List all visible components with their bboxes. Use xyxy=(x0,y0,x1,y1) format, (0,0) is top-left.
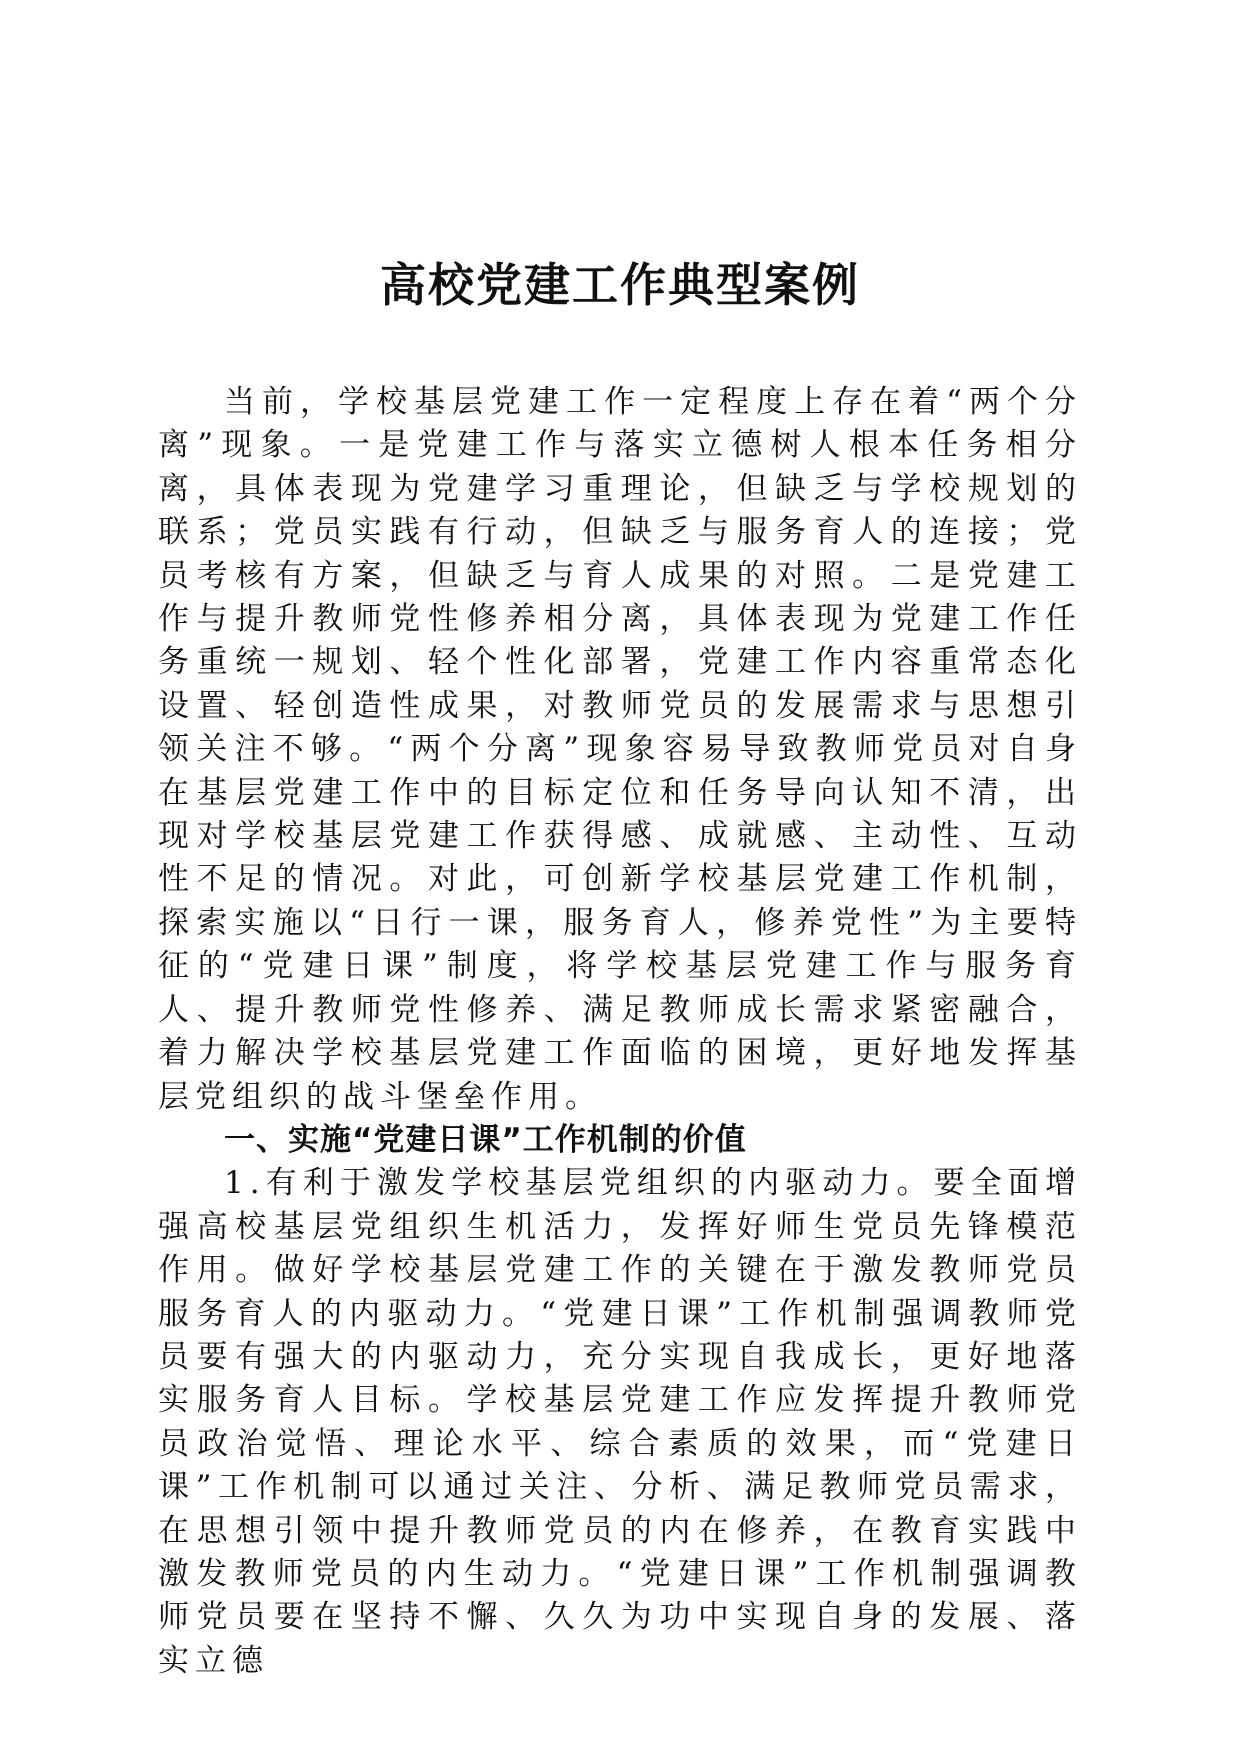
section-heading: 一、实施“党建日课”工作机制的价值 xyxy=(224,1121,747,1158)
section-paragraph: 1.有利于激发学校基层党组织的内驱动力。要全面增强高校基层党组织生机活力，发挥好师生党员先锋模范作用。做好学校基层党建工作的关键在于激发教师党员服务育人的内驱动力。“党建日课”工作机制强调教师党员要有强大的内驱动力，充分实现自我成长，更好地落实服务育人目标。学校基层党建工作应发挥提升教师党员政治觉悟、理论水平、综合素质的效果，而“党建日课”工作机制可以通过关注、分析、满足教师党员需求，在思想引领中提升教师党员的内在修养，在教育实践中激发教师党员的内生动力。“党建日课”工作机制强调教师党员要在坚持不懈、久久为功中实现自身的发展、落实立德 xyxy=(158,1165,1082,1679)
document-body xyxy=(158,381,1082,1683)
document-title: 高校党建工作典型案例 xyxy=(380,258,860,312)
intro-paragraph: 当前，学校基层党建工作一定程度上存在着“两个分离”现象。一是党建工作与落实立德树人根本任务相分离，具体表现为党建学习重理论，但缺乏与学校规划的联系；党员实践有行动，但缺乏与服务育人的连接；党员考核有方案，但缺乏与育人成果的对照。二是党建工作与提升教师党性修养相分离，具体表现为党建工作任务重统一规划、轻个性化部署，党建工作内容重常态化设置、轻创造性成果，对教师党员的发展需求与思想引领关注不够。“两个分离”现象容易导致教师党员对自身在基层党建工作中的目标定位和任务导向认知不清，出现对学校基层党建工作获得感、成就感、主动性、互动性不足的情况。对此，可创新学校基层党建工作机制，探索实施以“日行一课，服务育人，修养党性”为主要特征的“党建日课”制度，将学校基层党建工作与服务育人、提升教师党性修养、满足教师成长需求紧密融合，着力解决学校基层党建工作面临的困境，更好地发挥基层党组织的战斗堡垒作用。 xyxy=(158,384,1082,1115)
